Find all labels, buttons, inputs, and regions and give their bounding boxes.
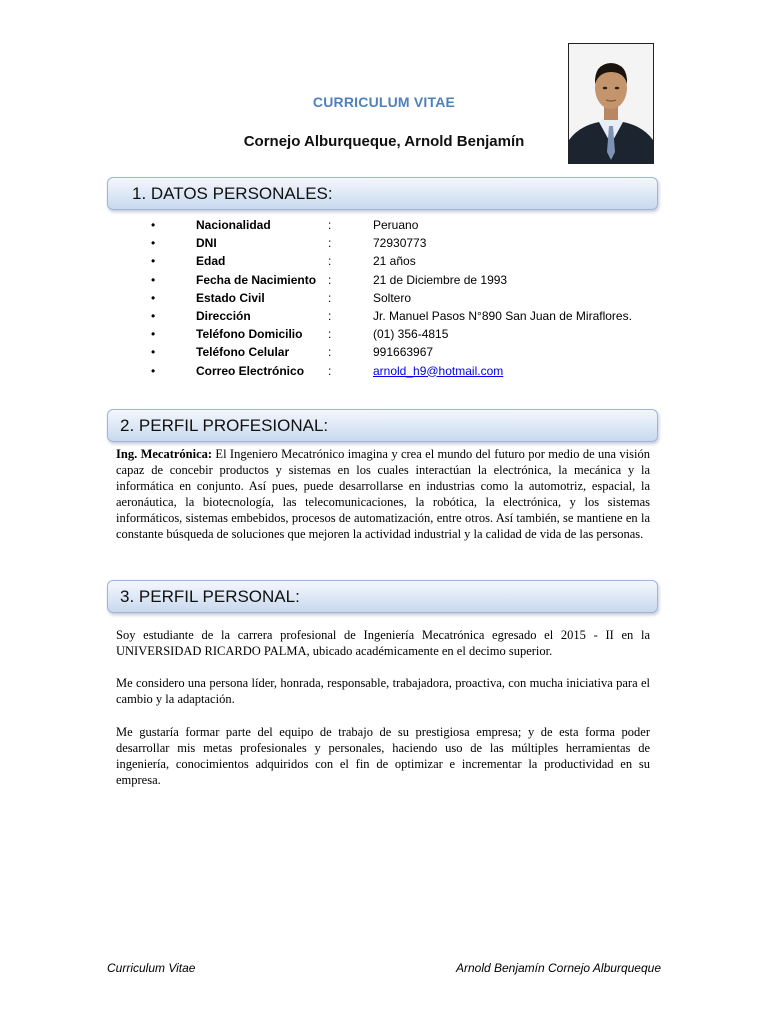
separator: : <box>328 290 332 305</box>
separator: : <box>328 272 332 287</box>
profile-paragraph <box>116 446 650 542</box>
profile-lead: Ing. Mecatrónica: <box>116 447 213 461</box>
list-item <box>147 326 667 344</box>
portrait-photo <box>568 43 654 164</box>
field-value: Peruano <box>373 218 419 232</box>
field-value: 991663967 <box>373 345 434 360</box>
separator: : <box>328 327 332 342</box>
section-header-datos-personales: 1. DATOS PERSONALES: <box>107 177 658 210</box>
bullet: • <box>151 327 156 342</box>
bullet: • <box>151 290 156 305</box>
bullet: • <box>151 363 156 378</box>
bullet: • <box>151 254 156 269</box>
person-name: Cornejo Alburqueque, Arnold Benjamín <box>243 133 525 150</box>
personal-paragraph: Me gustaría formar parte del equipo de trabajo de su prestigiosa empresa; y de esta forma poder desarrollar mis metas profesionales y personales, haciendo uso de las múltiples herramientas de ingeniería, conocimientos adquiridos con el fin de optimizar e incrementar la productividad en su empresa. <box>116 725 650 787</box>
field-value: 21 de Diciembre de 1993 <box>373 272 508 287</box>
list-item <box>147 290 667 308</box>
field-label: Teléfono Domicilio <box>196 327 303 342</box>
field-value: Jr. Manuel Pasos N°890 San Juan de Miraflores. <box>373 308 632 323</box>
separator: : <box>328 345 332 360</box>
list-item <box>147 272 667 290</box>
list-item <box>147 235 667 253</box>
field-label: Estado Civil <box>196 290 265 305</box>
separator: : <box>328 218 332 232</box>
field-label: Nacionalidad <box>196 218 271 232</box>
field-label: DNI <box>196 236 217 251</box>
list-item <box>147 217 667 235</box>
field-value: Soltero <box>373 290 412 305</box>
field-label: Fecha de Nacimiento <box>196 272 317 287</box>
footer-document-label: Curriculum Vitae <box>107 961 196 975</box>
field-label: Teléfono Celular <box>196 345 290 360</box>
footer-author-name: Arnold Benjamín Cornejo Alburqueque <box>455 961 661 975</box>
bullet: • <box>151 236 156 251</box>
personal-paragraph: Me considero una persona líder, honrada, responsable, trabajadora, proactiva, con mucha iniciativa para el cambio y la adaptación. <box>116 676 650 706</box>
field-label: Dirección <box>196 308 251 323</box>
separator: : <box>328 308 332 323</box>
bullet: • <box>151 308 156 323</box>
field-value: 72930773 <box>373 236 427 251</box>
list-item <box>147 253 667 271</box>
list-item <box>147 308 667 326</box>
separator: : <box>328 236 332 251</box>
list-item <box>147 344 667 362</box>
bullet: • <box>151 345 156 360</box>
field-value: (01) 356-4815 <box>373 327 449 342</box>
bullet: • <box>151 272 156 287</box>
separator: : <box>328 254 332 269</box>
email-link[interactable]: arnold_h9@hotmail.com <box>373 363 504 378</box>
portrait-photo-image <box>569 44 653 163</box>
document-title: CURRICULUM VITAE <box>312 94 456 110</box>
section-header-perfil-profesional: 2. PERFIL PROFESIONAL: <box>107 409 658 442</box>
bullet: • <box>151 218 156 232</box>
personal-data-list <box>147 217 667 381</box>
profile-text: El Ingeniero Mecatrónico imagina y crea el mundo del futuro por medio de una visión capaz de concebir productos y sistemas en los cuales interactúan la electrónica, la mecánica y la informática en conjunto. Así pues, puede desarrollarse en industrias como la automotriz, espacial, la aeronáutica, la biotecnología, las telecomunicaciones, la robótica, la electrónica, y los sistemas informáticos, sistemas embebidos, procesos de automatización, entre otros. Así también, se mantiene en la constante búsqueda de soluciones que mejoren la actividad industrial y la calidad de vida de las personas. <box>116 447 650 541</box>
list-item <box>147 363 667 381</box>
separator: : <box>328 363 332 378</box>
field-label: Edad <box>196 254 226 269</box>
section-header-perfil-personal: 3. PERFIL PERSONAL: <box>107 580 658 613</box>
field-label: Correo Electrónico <box>196 363 305 378</box>
personal-paragraph: Soy estudiante de la carrera profesional de Ingeniería Mecatrónica egresado el 2015 - II en la UNIVERSIDAD RICARDO PALMA, ubicado académicamente en el decimo superior. <box>116 628 650 658</box>
field-value: 21 años <box>373 254 416 269</box>
